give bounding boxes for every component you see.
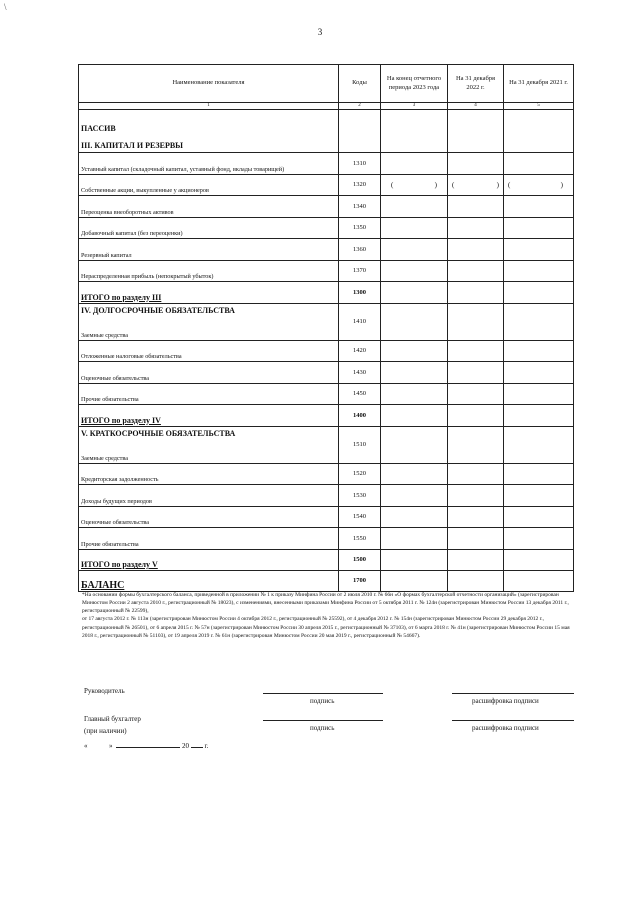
row-code: 1370 (339, 260, 381, 282)
header-col4: На 31 декабря 2022 г. (448, 65, 504, 103)
table-row (79, 485, 574, 507)
table-row-total (79, 405, 574, 427)
value-cell: ( ) (504, 174, 574, 196)
row-code: 1320 (339, 174, 381, 196)
table-row (79, 528, 574, 550)
table-row (79, 239, 574, 261)
table-row (79, 260, 574, 282)
signature-caption: подпись (310, 697, 335, 705)
footnote (82, 591, 572, 640)
head-label: Руководитель (84, 687, 125, 695)
corner-mark: \ (4, 2, 7, 12)
row-name: Нераспределенная прибыль (непокрытый убыток) (79, 260, 339, 282)
table-row (79, 303, 574, 340)
row-code: 1400 (339, 405, 381, 427)
page-number: 3 (317, 27, 323, 37)
table-row (79, 196, 574, 218)
date-year-line (191, 747, 203, 748)
row-code: 1550 (339, 528, 381, 550)
date-year-prefix: 20 (182, 742, 189, 750)
table-row (79, 506, 574, 528)
row-name: Собственные акции, выкупленные у акционеров (79, 174, 339, 196)
row-code: 1420 (339, 340, 381, 362)
section-3-title: III. КАПИТАЛ И РЕЗЕРВЫ (81, 141, 184, 150)
balance-table (78, 64, 574, 592)
value-cell: ( ) (448, 174, 504, 196)
row-code: 1450 (339, 383, 381, 405)
date-close-quote: » (109, 742, 113, 750)
row-code: 1500 (339, 549, 381, 571)
row-name: Кредиторская задолженность (79, 463, 339, 485)
accountant-decode-line (452, 720, 574, 721)
row-name: Добавочный капитал (без переоценки) (79, 217, 339, 239)
row-name: ИТОГО по разделу V (79, 549, 339, 571)
row-code: 1310 (339, 153, 381, 175)
table-row (79, 383, 574, 405)
section-4-title: IV. ДОЛГОСРОЧНЫЕ ОБЯЗАТЕЛЬСТВА (81, 305, 235, 315)
row-code: 1410 (339, 303, 381, 340)
chief-accountant-label: Главный бухгалтер (84, 715, 141, 723)
decode-caption: расшифровка подписи (472, 697, 539, 705)
signature-caption: подпись (310, 724, 335, 732)
table-row-balance (79, 571, 574, 592)
table-row-total (79, 549, 574, 571)
row-code: 1430 (339, 362, 381, 384)
passive-heading-row (79, 110, 574, 153)
row-code: 1350 (339, 217, 381, 239)
col-number: 1 (79, 103, 339, 110)
date-open-quote: « (84, 742, 88, 750)
table-row (79, 463, 574, 485)
table-row-total (79, 282, 574, 304)
row-name: Резервный капитал (79, 239, 339, 261)
date-suffix: г. (204, 742, 209, 750)
footnote-paragraph: *На основании формы бухгалтерского баланса, приведенной в приложении № 1 к приказу Минфина России от 2 июля 2010 г. № 66н «О формах бухгалтерской отчетности организаций» (зарегистрирован Минюстом России 2 августа 2010 г., регистрационный № 18023), с изменениями, внесенными приказами Минфина России от 5 октября 2011 г. № 124н (зарегистрирован Минюстом России 13 декабря 2011 г., регистрационный № 22599), (82, 592, 569, 615)
row-name: Отложенные налоговые обязательства (79, 340, 339, 362)
section-5-title: V. КРАТКОСРОЧНЫЕ ОБЯЗАТЕЛЬСТВА (81, 428, 236, 438)
date-month-line (116, 747, 180, 748)
balance-table-wrapper (78, 64, 573, 592)
row-code: 1300 (339, 282, 381, 304)
header-col3: На конец отчетного периода 2023 года (381, 65, 448, 103)
accountant-signature-line (263, 720, 383, 721)
header-row (79, 65, 574, 103)
chief-accountant-note: (при наличии) (84, 727, 127, 735)
row-code: 1540 (339, 506, 381, 528)
head-decode-line (452, 693, 574, 694)
row-name: Переоценка внеоборотных активов (79, 196, 339, 218)
date-block (84, 742, 208, 750)
col-number: 2 (339, 103, 381, 110)
col-number: 5 (504, 103, 574, 110)
row-code: 1360 (339, 239, 381, 261)
row-name: Прочие обязательства (79, 383, 339, 405)
column-number-row (79, 103, 574, 110)
passive-title: ПАССИВ (81, 124, 116, 133)
row-name: Оценочные обязательства (79, 506, 339, 528)
value-cell: ( ) (381, 174, 448, 196)
row-name: Оценочные обязательства (79, 362, 339, 384)
row-name: ИТОГО по разделу IV (79, 405, 339, 427)
footnote-paragraph: от 17 августа 2012 г. № 113н (зарегистрирован Минюстом России 4 октября 2012 г., регистрационный № 25592), от 4 декабря 2012 г. № 154н (зарегистрирован Минюстом России 29 декабря 2012 г., регистрационный № 26501), от 6 апреля 2015 г. № 57н (зарегистрирован Минюстом России 30 апреля 2015 г., регистрационный № 37103), от 6 марта 2018 г. № 41н (зарегистрирован Минюстом России 15 мая 2018 г., регистрационный № 51103), от 19 апреля 2019 г. № 61н (зарегистрирован Минюстом России 20 мая 2019 г., регистрационный № 54667). (82, 616, 570, 639)
table-row (79, 217, 574, 239)
table-row (79, 340, 574, 362)
row-name: Заемные средства (81, 331, 128, 339)
table-row (79, 174, 574, 196)
row-code: 1700 (339, 571, 381, 592)
row-name: Уставный капитал (складочный капитал, уставный фонд, вклады товарищей) (79, 153, 339, 175)
col-number: 4 (448, 103, 504, 110)
row-code: 1530 (339, 485, 381, 507)
row-name: БАЛАНС (79, 571, 339, 592)
header-name: Наименование показателя (79, 65, 339, 103)
table-row (79, 362, 574, 384)
header-col5: На 31 декабря 2021 г. (504, 65, 574, 103)
row-code: 1340 (339, 196, 381, 218)
head-signature-line (263, 693, 383, 694)
row-name: ИТОГО по разделу III (79, 282, 339, 304)
row-name: Прочие обязательства (79, 528, 339, 550)
row-name: Доходы будущих периодов (79, 485, 339, 507)
header-code: Коды (339, 65, 381, 103)
row-name: Заемные средства (81, 454, 128, 462)
decode-caption: расшифровка подписи (472, 724, 539, 732)
col-number: 3 (381, 103, 448, 110)
table-row (79, 426, 574, 463)
table-row (79, 153, 574, 175)
row-code: 1510 (339, 426, 381, 463)
row-code: 1520 (339, 463, 381, 485)
